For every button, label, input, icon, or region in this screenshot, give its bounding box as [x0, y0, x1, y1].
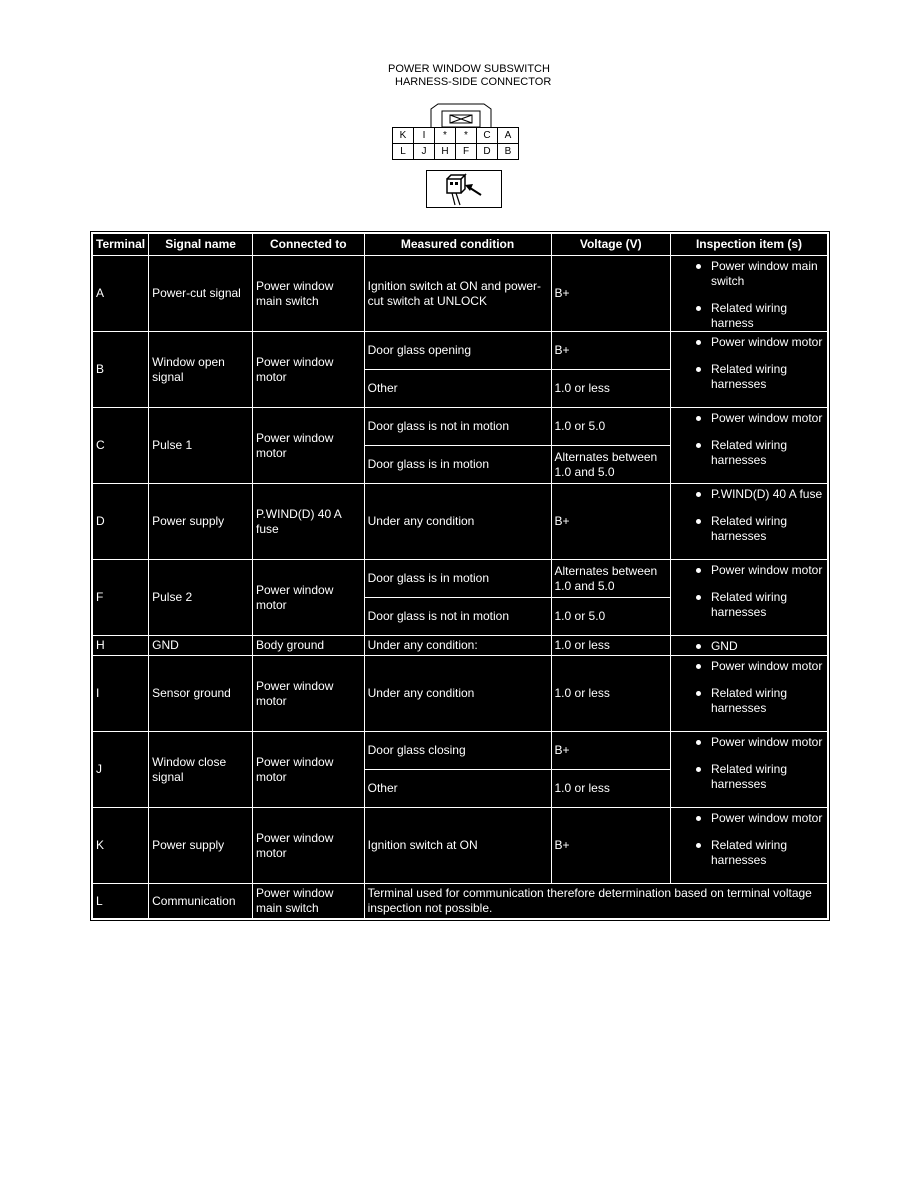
signal-name-cell: Pulse 1 — [149, 408, 253, 484]
inspection-item: Related wiring harness — [671, 301, 825, 331]
caption-line-2: HARNESS-SIDE CONNECTOR — [395, 76, 552, 88]
connector-bottom-row — [393, 144, 519, 160]
inspection-item: P.WIND(D) 40 A fuse — [671, 487, 825, 502]
inspection-item: Power window motor — [671, 411, 825, 426]
connected-to-cell: Power window motor — [253, 332, 365, 408]
signal-name-cell: Window close signal — [149, 732, 253, 808]
signal-name-cell: Window open signal — [149, 332, 253, 408]
terminal-cell: H — [92, 636, 149, 656]
measured-condition-cell: Under any condition — [364, 484, 551, 560]
table-row — [92, 332, 828, 370]
connected-to-cell: P.WIND(D) 40 A fuse — [253, 484, 365, 560]
inspection-list — [671, 639, 825, 654]
inspection-items-cell — [670, 636, 828, 656]
measured-condition-cell: Other — [364, 770, 551, 808]
terminal-cell: D — [92, 484, 149, 560]
inspection-item: Power window motor — [671, 659, 825, 674]
inspection-list — [671, 563, 825, 620]
connector-pin: D — [477, 144, 498, 160]
inspection-item: Related wiring harnesses — [671, 762, 825, 792]
terminal-cell: C — [92, 408, 149, 484]
inspection-list — [671, 411, 825, 468]
signal-name-cell: Power-cut signal — [149, 256, 253, 332]
caption-line-1: POWER WINDOW SUBSWITCH — [388, 63, 550, 75]
signal-name-cell: Sensor ground — [149, 656, 253, 732]
inspection-items-cell — [670, 408, 828, 484]
connector-caption — [340, 63, 580, 89]
voltage-cell: B+ — [551, 732, 670, 770]
header-terminal: Terminal — [92, 233, 149, 256]
voltage-cell: B+ — [551, 332, 670, 370]
connector-pin: J — [414, 144, 435, 160]
inspection-item: Related wiring harnesses — [671, 438, 825, 468]
header-voltage: Voltage (V) — [551, 233, 670, 256]
voltage-cell: B+ — [551, 484, 670, 560]
header-connected-to: Connected to — [253, 233, 365, 256]
terminal-cell: A — [92, 256, 149, 332]
voltage-cell: B+ — [551, 256, 670, 332]
inspection-list — [671, 487, 825, 544]
connector-top-row — [393, 128, 519, 144]
measured-condition-cell: Under any condition: — [364, 636, 551, 656]
measured-condition-cell: Ignition switch at ON and power-cut switch at UNLOCK — [364, 256, 551, 332]
voltage-cell: 1.0 or less — [551, 770, 670, 808]
measured-condition-cell: Door glass is in motion — [364, 446, 551, 484]
signal-name-cell: Communication — [149, 884, 253, 920]
terminal-cell: L — [92, 884, 149, 920]
table-row — [92, 808, 828, 884]
measured-condition-cell: Door glass is in motion — [364, 560, 551, 598]
terminal-cell: J — [92, 732, 149, 808]
inspection-item: Power window main switch — [671, 259, 825, 289]
table-header-row — [92, 233, 828, 256]
inspection-list — [671, 335, 825, 392]
inspection-item: Related wiring harnesses — [671, 362, 825, 392]
measured-condition-cell: Door glass is not in motion — [364, 598, 551, 636]
measured-condition-cell: Door glass opening — [364, 332, 551, 370]
inspection-items-cell — [670, 656, 828, 732]
voltage-cell: Alternates between 1.0 and 5.0 — [551, 446, 670, 484]
voltage-cell: 1.0 or 5.0 — [551, 598, 670, 636]
inspection-item: Power window motor — [671, 811, 825, 826]
connected-to-cell: Power window motor — [253, 560, 365, 636]
connected-to-cell: Power window motor — [253, 808, 365, 884]
connected-to-cell: Power window motor — [253, 656, 365, 732]
terminal-cell: K — [92, 808, 149, 884]
table-row — [92, 484, 828, 560]
measured-condition-cell: Under any condition — [364, 656, 551, 732]
connector-view-direction-icon — [426, 170, 502, 208]
connector-pin: C — [477, 128, 498, 144]
connected-to-cell: Power window main switch — [253, 884, 365, 920]
table-row — [92, 884, 828, 920]
inspection-items-cell — [670, 560, 828, 636]
inspection-items-cell — [670, 732, 828, 808]
inspection-list — [671, 659, 825, 716]
inspection-items-cell — [670, 808, 828, 884]
inspection-item: Related wiring harnesses — [671, 590, 825, 620]
signal-name-cell: GND — [149, 636, 253, 656]
inspection-item: Related wiring harnesses — [671, 686, 825, 716]
measured-condition-cell: Ignition switch at ON — [364, 808, 551, 884]
inspection-items-cell — [670, 484, 828, 560]
voltage-cell: 1.0 or less — [551, 656, 670, 732]
harness-side-view-icon — [427, 171, 501, 207]
inspection-item: Power window motor — [671, 335, 825, 350]
inspection-item: Related wiring harnesses — [671, 514, 825, 544]
inspection-list — [671, 811, 825, 868]
inspection-item: GND — [671, 639, 825, 654]
connector-pin: H — [435, 144, 456, 160]
inspection-list — [671, 259, 825, 331]
connector-latch-icon — [430, 103, 492, 127]
table-row — [92, 732, 828, 770]
table-row — [92, 636, 828, 656]
inspection-list — [671, 735, 825, 792]
header-inspection-items: Inspection item (s) — [670, 233, 828, 256]
measured-condition-cell: Door glass closing — [364, 732, 551, 770]
connected-to-cell: Power window motor — [253, 732, 365, 808]
inspection-item: Related wiring harnesses — [671, 838, 825, 868]
voltage-cell: 1.0 or 5.0 — [551, 408, 670, 446]
header-measured-condition: Measured condition — [364, 233, 551, 256]
connected-to-cell: Power window motor — [253, 408, 365, 484]
terminal-cell: I — [92, 656, 149, 732]
connector-pin: * — [456, 128, 477, 144]
connector-pin: B — [498, 144, 519, 160]
signal-name-cell: Pulse 2 — [149, 560, 253, 636]
connector-pin: L — [393, 144, 414, 160]
connector-pin: K — [393, 128, 414, 144]
connector-pin: F — [456, 144, 477, 160]
terminal-spec-table — [91, 232, 829, 920]
terminal-cell: F — [92, 560, 149, 636]
voltage-cell: 1.0 or less — [551, 370, 670, 408]
connector-pin: * — [435, 128, 456, 144]
connected-to-cell: Power window main switch — [253, 256, 365, 332]
measured-condition-cell: Door glass is not in motion — [364, 408, 551, 446]
inspection-items-cell — [670, 256, 828, 332]
measured-condition-cell: Other — [364, 370, 551, 408]
inspection-item: Power window motor — [671, 563, 825, 578]
connector-pin: A — [498, 128, 519, 144]
signal-name-cell: Power supply — [149, 808, 253, 884]
table-row — [92, 256, 828, 332]
table-row — [92, 656, 828, 732]
connector-diagram — [392, 103, 526, 165]
connector-pin-grid — [392, 127, 519, 160]
inspection-item: Power window motor — [671, 735, 825, 750]
voltage-cell: Alternates between 1.0 and 5.0 — [551, 560, 670, 598]
signal-name-cell: Power supply — [149, 484, 253, 560]
terminal-cell: B — [92, 332, 149, 408]
voltage-cell: 1.0 or less — [551, 636, 670, 656]
table-row — [92, 560, 828, 598]
voltage-cell: B+ — [551, 808, 670, 884]
communication-note-cell: Terminal used for communication therefore determination based on terminal voltage inspection not possible. — [364, 884, 828, 920]
table-body — [92, 256, 828, 884]
inspection-items-cell — [670, 332, 828, 408]
connected-to-cell: Body ground — [253, 636, 365, 656]
table-row — [92, 408, 828, 446]
header-signal-name: Signal name — [149, 233, 253, 256]
connector-pin: I — [414, 128, 435, 144]
